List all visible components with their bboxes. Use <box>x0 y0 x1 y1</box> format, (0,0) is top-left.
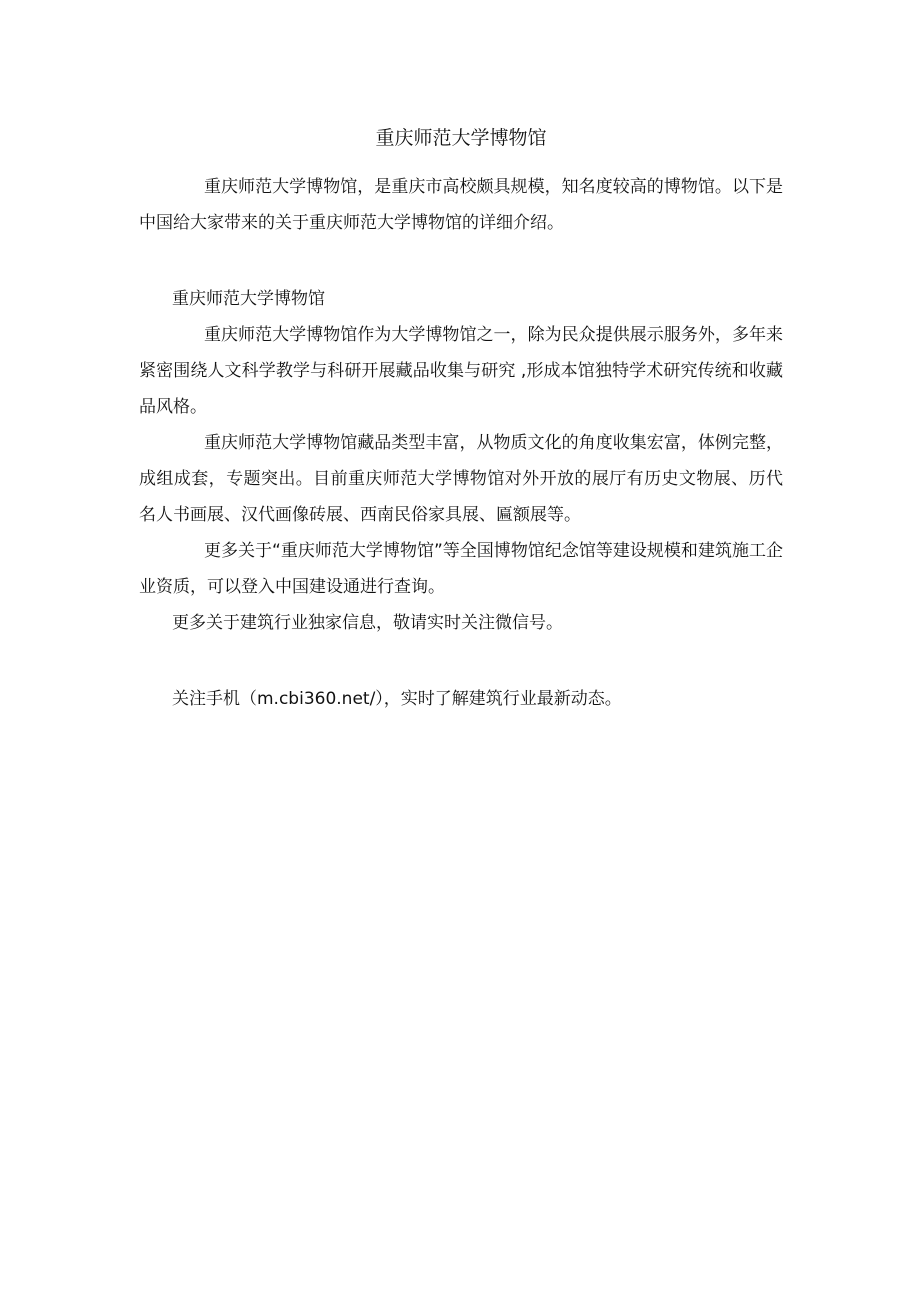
spacer <box>139 241 783 281</box>
document-body <box>139 123 783 717</box>
spacer <box>139 641 783 681</box>
body-paragraph-2: 重庆师范大学博物馆藏品类型丰富，从物质文化的角度收集宏富，体例完整，成组成套，专题突出。目前重庆师范大学博物馆对外开放的展厅有历史文物展、历代名人书画展、汉代画像砖展、西南民俗家具展、匾额展等。 <box>139 433 783 525</box>
body-paragraph-5: 关注手机（m.cbi360.net/），实时了解建筑行业最新动态。 <box>172 689 622 709</box>
section-heading: 重庆师范大学博物馆 <box>172 289 325 309</box>
body-paragraph-1: 重庆师范大学博物馆作为大学博物馆之一，除为民众提供展示服务外，多年来紧密围绕人文科学教学与科研开展藏品收集与研究 ,形成本馆独特学术研究传统和收藏品风格。 <box>139 325 783 417</box>
document-title: 重庆师范大学博物馆 <box>375 127 547 149</box>
body-paragraph-3: 更多关于“重庆师范大学博物馆”等全国博物馆纪念馆等建设规模和建筑施工企业资质，可以登入中国建设通进行查询。 <box>139 541 783 597</box>
intro-paragraph: 重庆师范大学博物馆，是重庆市高校颇具规模，知名度较高的博物馆。以下是中国给大家带来的关于重庆师范大学博物馆的详细介绍。 <box>139 177 783 233</box>
body-paragraph-4: 更多关于建筑行业独家信息，敬请实时关注微信号。 <box>172 613 563 633</box>
